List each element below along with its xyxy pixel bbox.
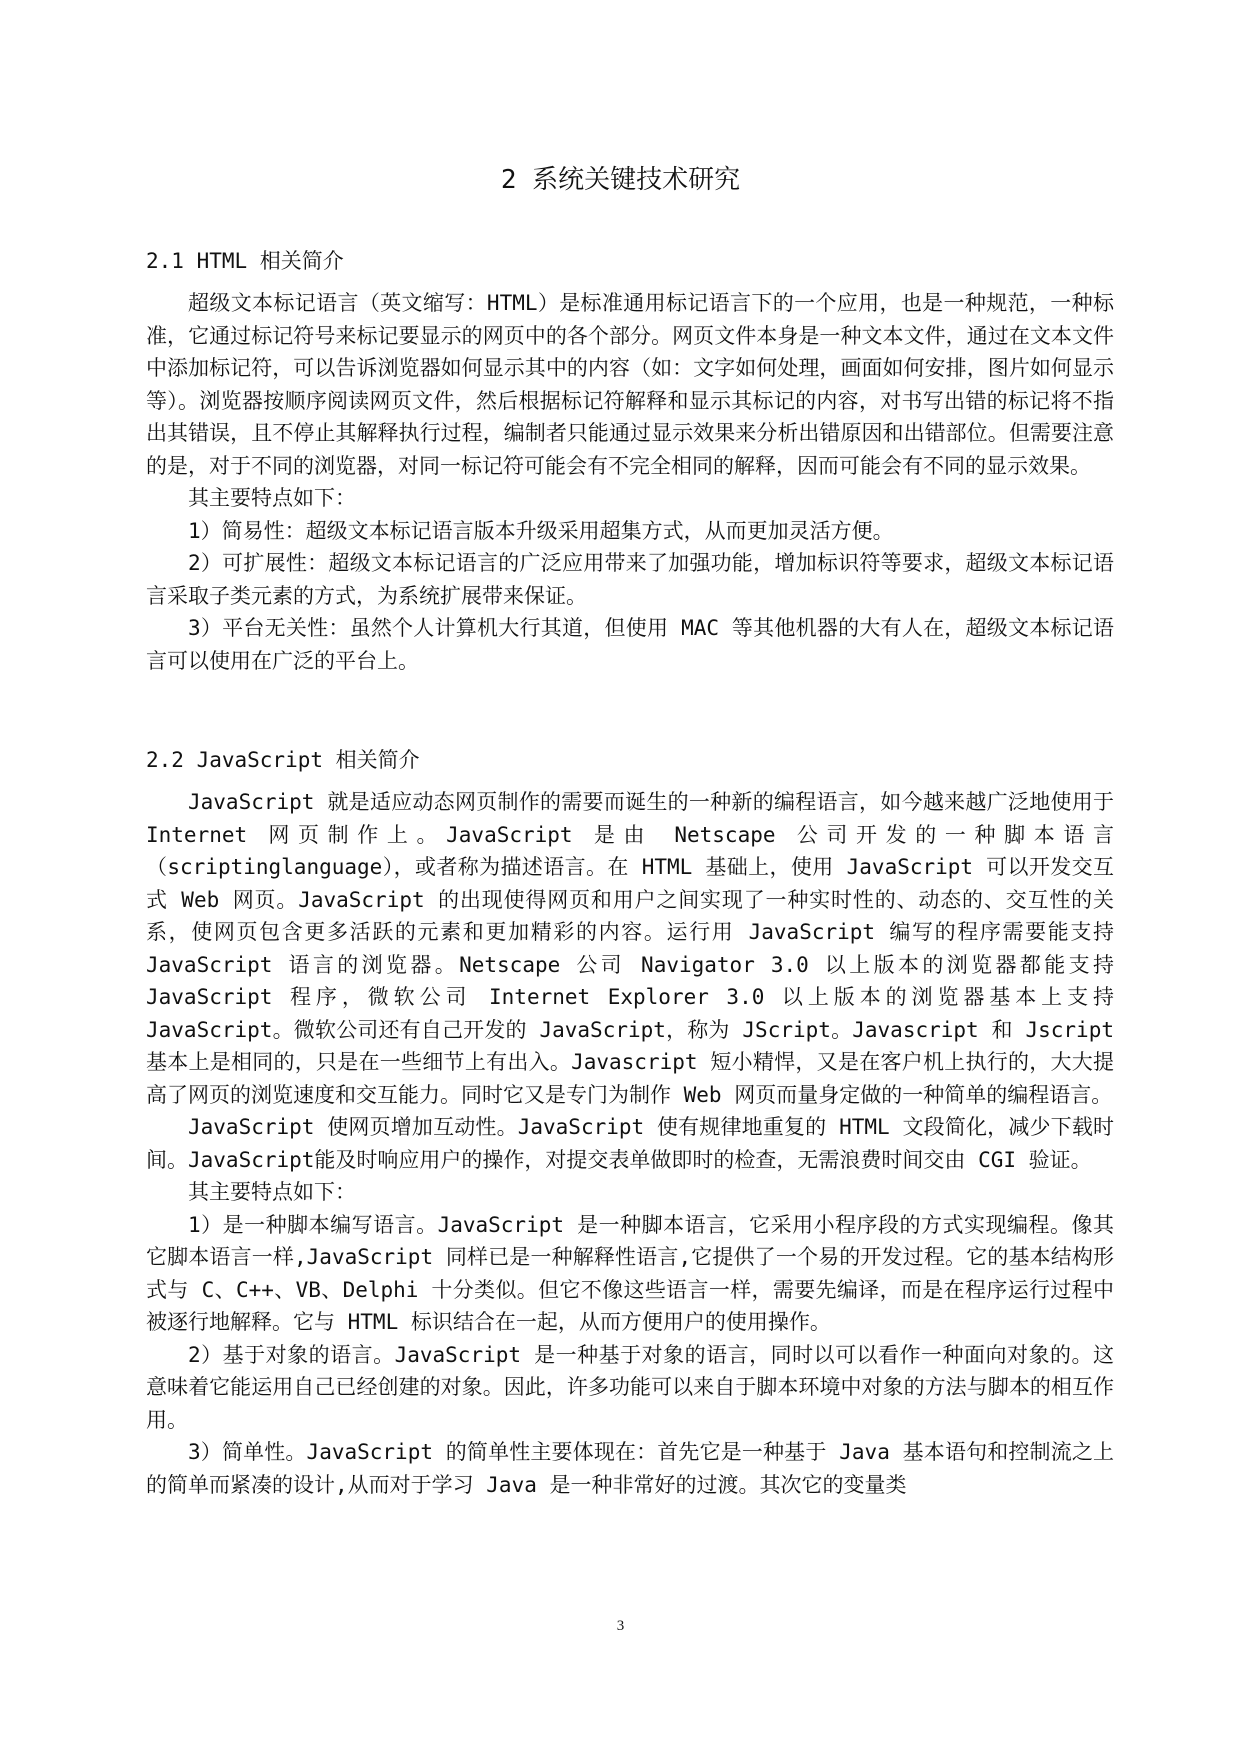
paragraph: 其主要特点如下： bbox=[188, 486, 356, 510]
section-body-javascript bbox=[146, 786, 1114, 1501]
page-number: 3 bbox=[616, 1618, 625, 1634]
paragraph: 2）可扩展性：超级文本标记语言的广泛应用带来了加强功能，增加标识符等要求，超级文本标记语言采取子类元素的方式，为系统扩展带来保证。 bbox=[146, 551, 1114, 608]
paragraph: JavaScript 就是适应动态网页制作的需要而诞生的一种新的编程语言，如今越来越广泛地使用于 Internet 网页制作上。JavaScript 是由 Netscape 公司开发的一种脚本语言（scriptinglanguage），或者称为描述语言。在 HTML 基础上，使用 JavaScript 可以开发交互式 Web 网页。JavaScript 的出现使得网页和用户之间实现了一种实时性的、动态的、交互性的关系，使网页包含更多活跃的元素和更加精彩的内容。运行用 JavaScript 编写的程序需要能支持 JavaScript 语言的浏览器。Netscape 公司 Navigator 3.0 以上版本的浏览器都能支持 JavaScript 程序，微软公司 Internet Explorer 3.0 以上版本的浏览器基本上支持 JavaScript。微软公司还有自己开发的 JavaScript，称为 JScript。Javascript 和 Jscript 基本上是相同的，只是在一些细节上有出入。Javascript 短小精悍，又是在客户机上执行的，大大提高了网页的浏览速度和交互能力。同时它又是专门为制作 Web 网页而量身定做的一种简单的编程语言。 bbox=[146, 790, 1114, 1107]
chapter-title: 2 系统关键技术研究 bbox=[500, 165, 741, 195]
section-heading-javascript: 2.2 JavaScript 相关简介 bbox=[146, 748, 420, 772]
paragraph: 1）是一种脚本编写语言。JavaScript 是一种脚本语言，它采用小程序段的方式实现编程。像其它脚本语言一样,JavaScript 同样已是一种解释性语言,它提供了一个易的开发过程。它的基本结构形式与 C、C++、VB、Delphi 十分类似。但它不像这些语言一样，需要先编译，而是在程序运行过程中被逐行地解释。它与 HTML 标识结合在一起，从而方便用户的使用操作。 bbox=[146, 1212, 1114, 1334]
paragraph: 超级文本标记语言（英文缩写：HTML）是标准通用标记语言下的一个应用，也是一种规范，一种标准，它通过标记符号来标记要显示的网页中的各个部分。网页文件本身是一种文本文件，通过在文本文件中添加标记符，可以告诉浏览器如何显示其中的内容（如：文字如何处理，画面如何安排，图片如何显示等）。浏览器按顺序阅读网页文件，然后根据标记符解释和显示其标记的内容，对书写出错的标记将不指出其错误，且不停止其解释执行过程，编制者只能通过显示效果来分析出错原因和出错部位。但需要注意的是，对于不同的浏览器，对同一标记符可能会有不完全相同的解释，因而可能会有不同的显示效果。 bbox=[146, 291, 1114, 478]
paragraph: 2）基于对象的语言。JavaScript 是一种基于对象的语言，同时以可以看作一种面向对象的。这意味着它能运用自己已经创建的对象。因此，许多功能可以来自于脚本环境中对象的方法与脚本的相互作用。 bbox=[146, 1342, 1114, 1432]
section-body-html bbox=[146, 287, 1114, 677]
paragraph: 3）平台无关性：虽然个人计算机大行其道，但使用 MAC 等其他机器的大有人在，超级文本标记语言可以使用在广泛的平台上。 bbox=[146, 616, 1114, 673]
paragraph: 其主要特点如下： bbox=[188, 1180, 356, 1204]
paragraph: 1）简易性：超级文本标记语言版本升级采用超集方式，从而更加灵活方便。 bbox=[188, 518, 894, 543]
paragraph: JavaScript 使网页增加互动性。JavaScript 使有规律地重复的 HTML 文段简化，减少下载时间。JavaScript能及时响应用户的操作，对提交表单做即时的检查，无需浪费时间交由 CGI 验证。 bbox=[146, 1115, 1114, 1172]
section-heading-html: 2.1 HTML 相关简介 bbox=[146, 249, 344, 273]
paragraph: 3）简单性。JavaScript 的简单性主要体现在：首先它是一种基于 Java 基本语句和控制流之上的简单而紧凑的设计,从而对于学习 Java 是一种非常好的过渡。其次它的变量类 bbox=[146, 1440, 1114, 1497]
